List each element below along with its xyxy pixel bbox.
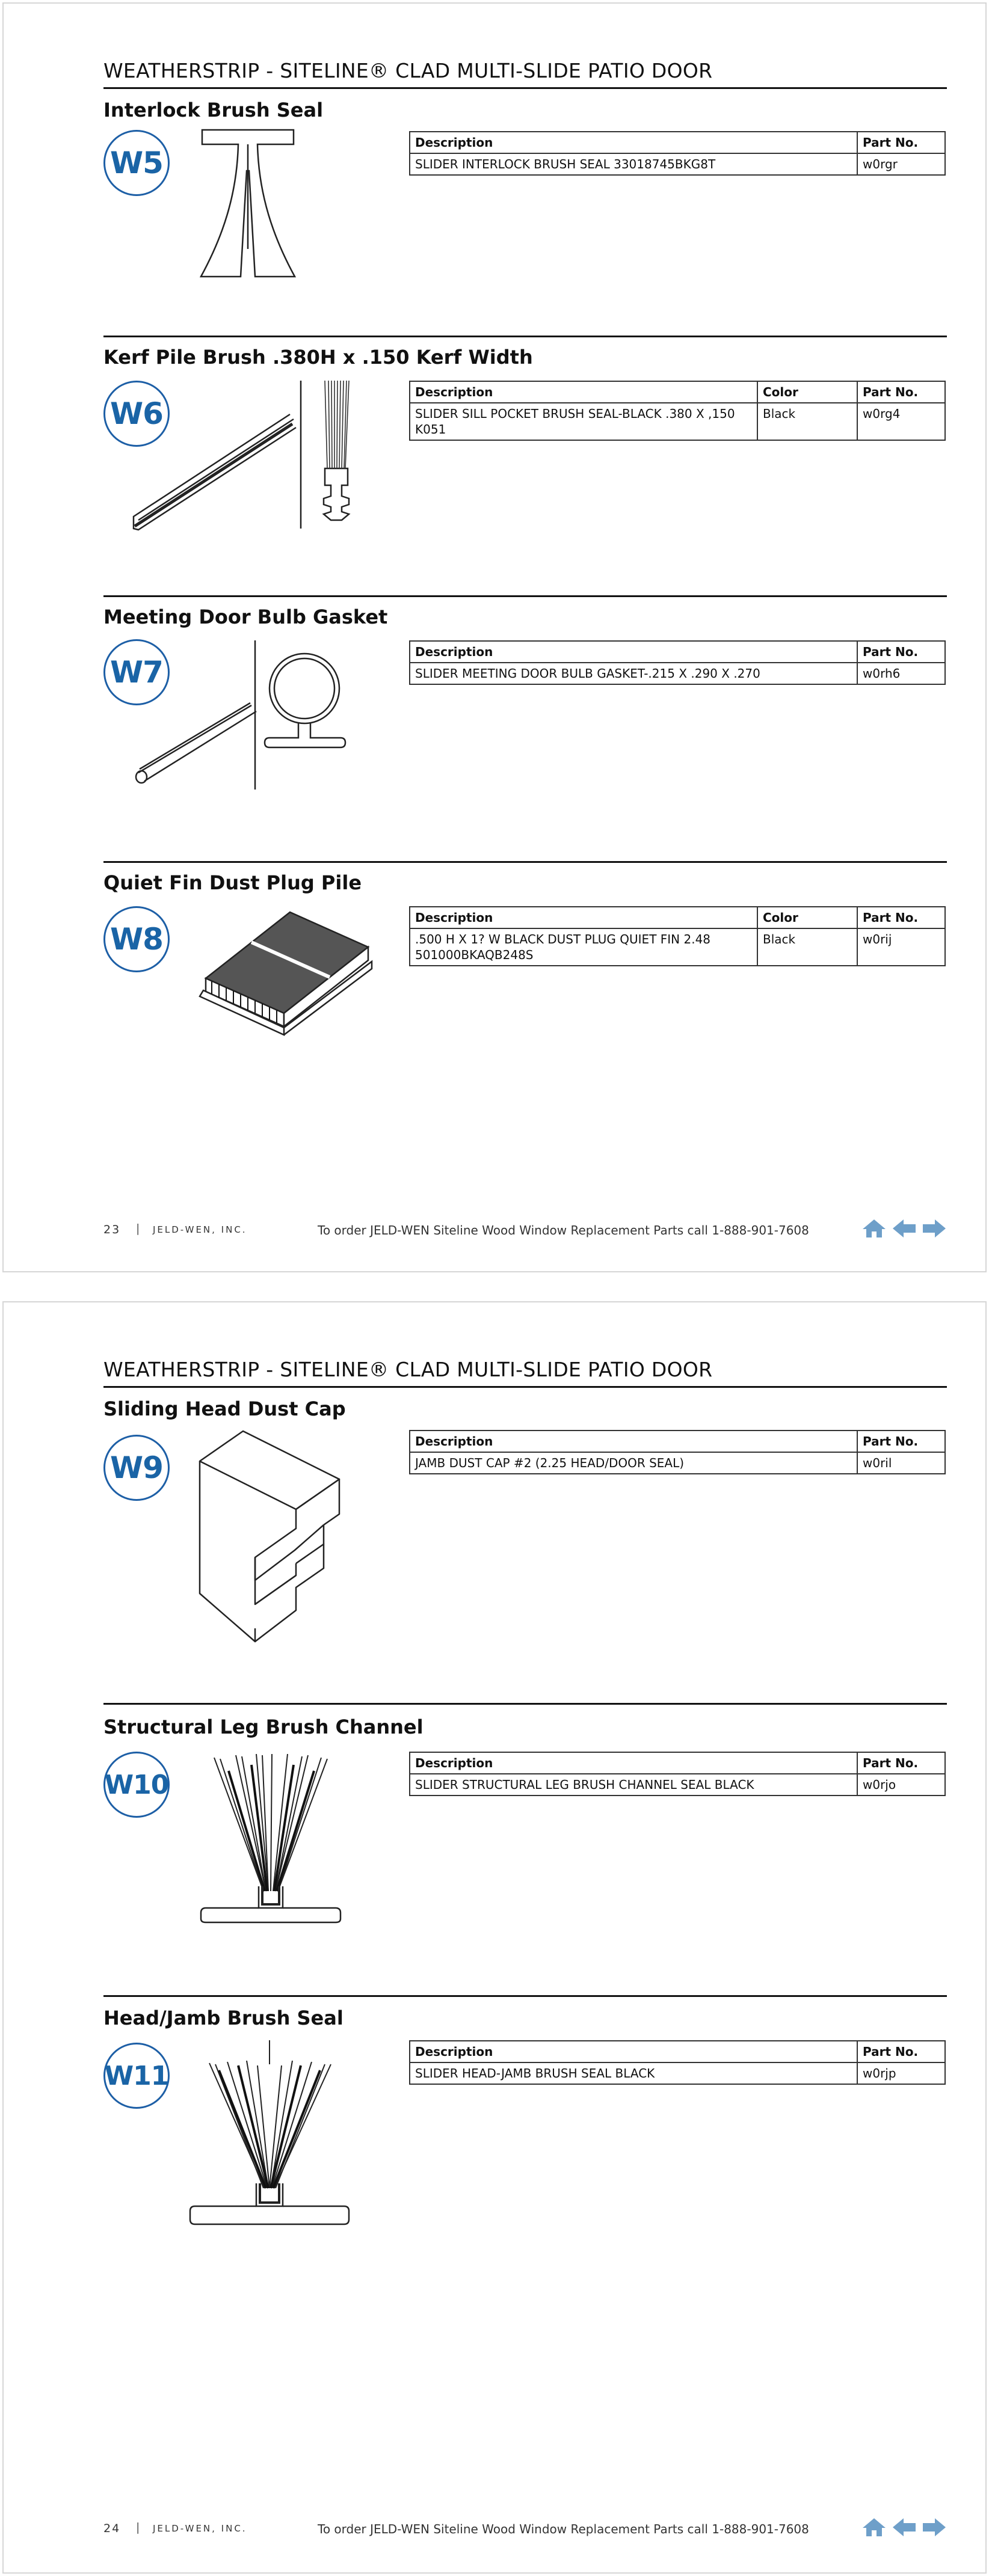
part-number-cell: w0rjo	[857, 1774, 945, 1796]
color-cell: Black	[757, 403, 857, 440]
table-row	[410, 403, 945, 440]
column-header: Part No.	[857, 2041, 945, 2062]
page-number: 23	[103, 1223, 121, 1236]
part-number-cell: w0rjp	[857, 2062, 945, 2084]
footer-separator: |	[136, 2521, 140, 2534]
company-name: JELD-WEN, INC.	[153, 2523, 247, 2534]
part-number-cell: w0ril	[857, 1452, 945, 1474]
section-kerf-pile-brush	[103, 336, 947, 578]
order-phone-text: To order JELD-WEN Siteline Wood Window Replacement Parts call 1-888-901-7608	[318, 2522, 809, 2536]
part-number-cell: w0rgr	[857, 153, 945, 175]
table-row	[410, 663, 945, 684]
part-number-cell: w0rg4	[857, 403, 945, 440]
part-badge: W8	[103, 906, 170, 972]
part-badge: W7	[103, 639, 170, 705]
page-footer	[103, 2517, 947, 2541]
column-header: Part No.	[857, 641, 945, 663]
catalog-page-23	[2, 2, 987, 1272]
part-badge: W9	[103, 1435, 170, 1501]
section-title: Kerf Pile Brush .380H x .150 Kerf Width	[103, 346, 533, 369]
section-title: Structural Leg Brush Channel	[103, 1716, 424, 1738]
catalog-page-24	[2, 1301, 987, 2574]
part-number-cell: w0rij	[857, 928, 945, 966]
column-header: Description	[410, 2041, 857, 2062]
section-structural-leg-brush-channel	[103, 1703, 947, 1981]
section-head-jamb-brush-seal	[103, 1995, 947, 2274]
description-cell: .500 H X 1? W BLACK DUST PLUG QUIET FIN 2.48 501000BKAQB248S	[410, 928, 757, 966]
dust-plug-pile-illustration	[194, 906, 374, 1044]
part-badge: W11	[103, 2043, 170, 2109]
description-cell: SLIDER SILL POCKET BRUSH SEAL-BLACK .380 X ,150 K051	[410, 403, 757, 440]
column-header: Color	[757, 907, 857, 928]
page-footer	[103, 1218, 947, 1242]
column-header: Part No.	[857, 132, 945, 153]
part-badge: W6	[103, 381, 170, 447]
home-icon[interactable]	[861, 2517, 887, 2541]
description-cell: SLIDER INTERLOCK BRUSH SEAL 33018745BKG8T	[410, 153, 857, 175]
previous-arrow-icon[interactable]	[892, 1218, 917, 1242]
part-badge: W10	[103, 1752, 170, 1818]
column-header: Part No.	[857, 381, 945, 403]
page-title: WEATHERSTRIP - SITELINE® CLAD MULTI-SLIDE PATIO DOOR	[103, 59, 947, 89]
footer-separator: |	[136, 1222, 140, 1235]
section-title: Quiet Fin Dust Plug Pile	[103, 871, 362, 894]
parts-table	[409, 2040, 946, 2085]
parts-table	[409, 131, 946, 176]
part-number-cell: w0rh6	[857, 663, 945, 684]
column-header: Description	[410, 907, 757, 928]
table-row	[410, 1774, 945, 1796]
bulb-gasket-illustration	[118, 639, 371, 802]
page-navigation	[861, 1218, 947, 1242]
section-quiet-fin-dust-plug	[103, 861, 947, 1061]
home-icon[interactable]	[861, 1218, 887, 1242]
color-cell: Black	[757, 928, 857, 966]
column-header: Part No.	[857, 907, 945, 928]
description-cell: SLIDER MEETING DOOR BULB GASKET-.215 X .290 X .270	[410, 663, 857, 684]
previous-arrow-icon[interactable]	[892, 2517, 917, 2541]
next-arrow-icon[interactable]	[922, 2517, 947, 2541]
table-row	[410, 153, 945, 175]
column-header: Part No.	[857, 1431, 945, 1452]
parts-table	[409, 640, 946, 685]
section-title: Interlock Brush Seal	[103, 99, 324, 121]
brush-channel-illustration	[194, 1753, 350, 1939]
column-header: Color	[757, 381, 857, 403]
section-title: Sliding Head Dust Cap	[103, 1397, 346, 1420]
column-header: Description	[410, 381, 757, 403]
column-header: Description	[410, 132, 857, 153]
interlock-brush-seal-illustration	[194, 129, 302, 282]
description-cell: SLIDER HEAD-JAMB BRUSH SEAL BLACK	[410, 2062, 857, 2084]
page-number: 24	[103, 2522, 121, 2535]
parts-table	[409, 1752, 946, 1796]
part-badge: W5	[103, 130, 170, 196]
next-arrow-icon[interactable]	[922, 1218, 947, 1242]
column-header: Description	[410, 641, 857, 663]
column-header: Description	[410, 1752, 857, 1774]
page-navigation	[861, 2517, 947, 2541]
parts-table	[409, 1430, 946, 1474]
dust-cap-illustration	[194, 1430, 350, 1646]
column-header: Description	[410, 1431, 857, 1452]
section-sliding-head-dust-cap	[103, 1393, 947, 1681]
order-phone-text: To order JELD-WEN Siteline Wood Window Replacement Parts call 1-888-901-7608	[318, 1223, 809, 1237]
description-cell: JAMB DUST CAP #2 (2.25 HEAD/DOOR SEAL)	[410, 1452, 857, 1474]
table-row	[410, 2062, 945, 2084]
parts-table	[409, 906, 946, 966]
head-jamb-brush-seal-illustration	[173, 2040, 366, 2245]
section-title: Meeting Door Bulb Gasket	[103, 606, 388, 628]
section-meeting-door-bulb-gasket	[103, 595, 947, 832]
page-title: WEATHERSTRIP - SITELINE® CLAD MULTI-SLIDE PATIO DOOR	[103, 1358, 947, 1388]
description-cell: SLIDER STRUCTURAL LEG BRUSH CHANNEL SEAL BLACK	[410, 1774, 857, 1796]
column-header: Part No.	[857, 1752, 945, 1774]
company-name: JELD-WEN, INC.	[153, 1224, 247, 1235]
table-row	[410, 928, 945, 966]
section-title: Head/Jamb Brush Seal	[103, 2007, 344, 2029]
parts-table	[409, 381, 946, 441]
table-row	[410, 1452, 945, 1474]
kerf-pile-brush-illustration	[118, 378, 371, 547]
section-interlock-brush-seal	[103, 94, 947, 292]
